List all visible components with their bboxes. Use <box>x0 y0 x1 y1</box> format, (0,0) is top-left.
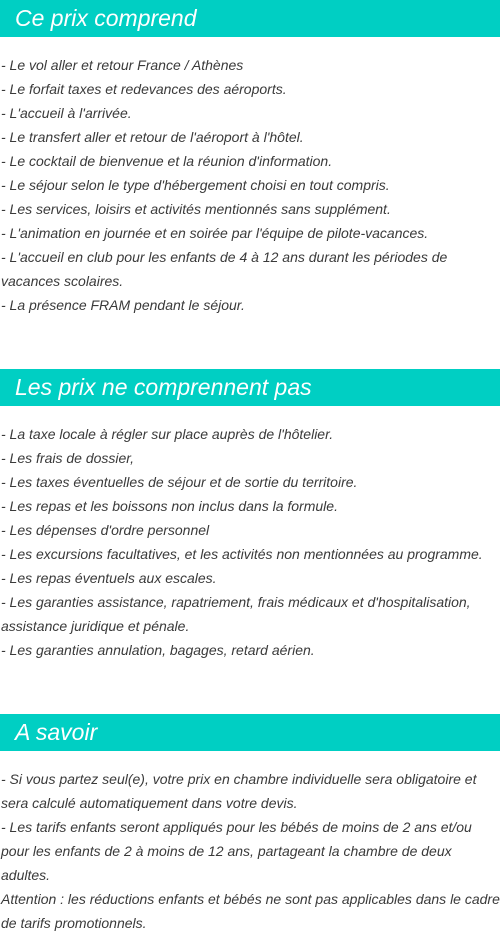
list-item: - La taxe locale à régler sur place auprès de l'hôtelier. <box>1 426 334 442</box>
not-included-list <box>0 422 500 662</box>
list-item: - Les taxes éventuelles de séjour et de sortie du territoire. <box>1 474 358 490</box>
list-item: - Les repas et les boissons non inclus dans la formule. <box>1 498 338 514</box>
good-to-know-list <box>0 767 500 935</box>
list-item: - L'accueil à l'arrivée. <box>1 105 132 121</box>
list-item: - Si vous partez seul(e), votre prix en chambre individuelle sera obligatoire et sera calculé automatiquement dans votre devis. <box>1 771 477 811</box>
section-header-good-to-know: A savoir <box>0 714 500 751</box>
list-item: Attention : les réductions enfants et bébés ne sont pas applicables dans le cadre de tarifs promotionnels. <box>1 891 500 931</box>
list-item: - Les excursions facultatives, et les activités non mentionnées au programme. <box>1 546 483 562</box>
list-item: - Le transfert aller et retour de l'aéroport à l'hôtel. <box>1 129 304 145</box>
list-item: - Les frais de dossier, <box>1 450 135 466</box>
list-item: - Le cocktail de bienvenue et la réunion d'information. <box>1 153 333 169</box>
list-item: - Les services, loisirs et activités mentionnés sans supplément. <box>1 201 391 217</box>
list-item: - Les garanties assistance, rapatriement, frais médicaux et d'hospitalisation, assistance juridique et pénale. <box>1 594 471 634</box>
section-header-not-included: Les prix ne comprennent pas <box>0 369 500 406</box>
list-item: - Le forfait taxes et redevances des aéroports. <box>1 81 287 97</box>
list-item: - Les tarifs enfants seront appliqués pour les bébés de moins de 2 ans et/ou pour les enfants de 2 à moins de 12 ans, partageant la chambre de deux adultes. <box>1 819 472 883</box>
included-list <box>0 53 500 317</box>
section-header-included: Ce prix comprend <box>0 0 500 37</box>
list-item: - La présence FRAM pendant le séjour. <box>1 297 245 313</box>
list-item: - L'animation en journée et en soirée par l'équipe de pilote-vacances. <box>1 225 429 241</box>
list-item: - Le vol aller et retour France / Athènes <box>1 57 244 73</box>
list-item: - Les garanties annulation, bagages, retard aérien. <box>1 642 315 658</box>
list-item: - Les dépenses d'ordre personnel <box>1 522 210 538</box>
list-item: - L'accueil en club pour les enfants de 4 à 12 ans durant les périodes de vacances scolaires. <box>1 249 448 289</box>
list-item: - Le séjour selon le type d'hébergement choisi en tout compris. <box>1 177 390 193</box>
list-item: - Les repas éventuels aux escales. <box>1 570 217 586</box>
